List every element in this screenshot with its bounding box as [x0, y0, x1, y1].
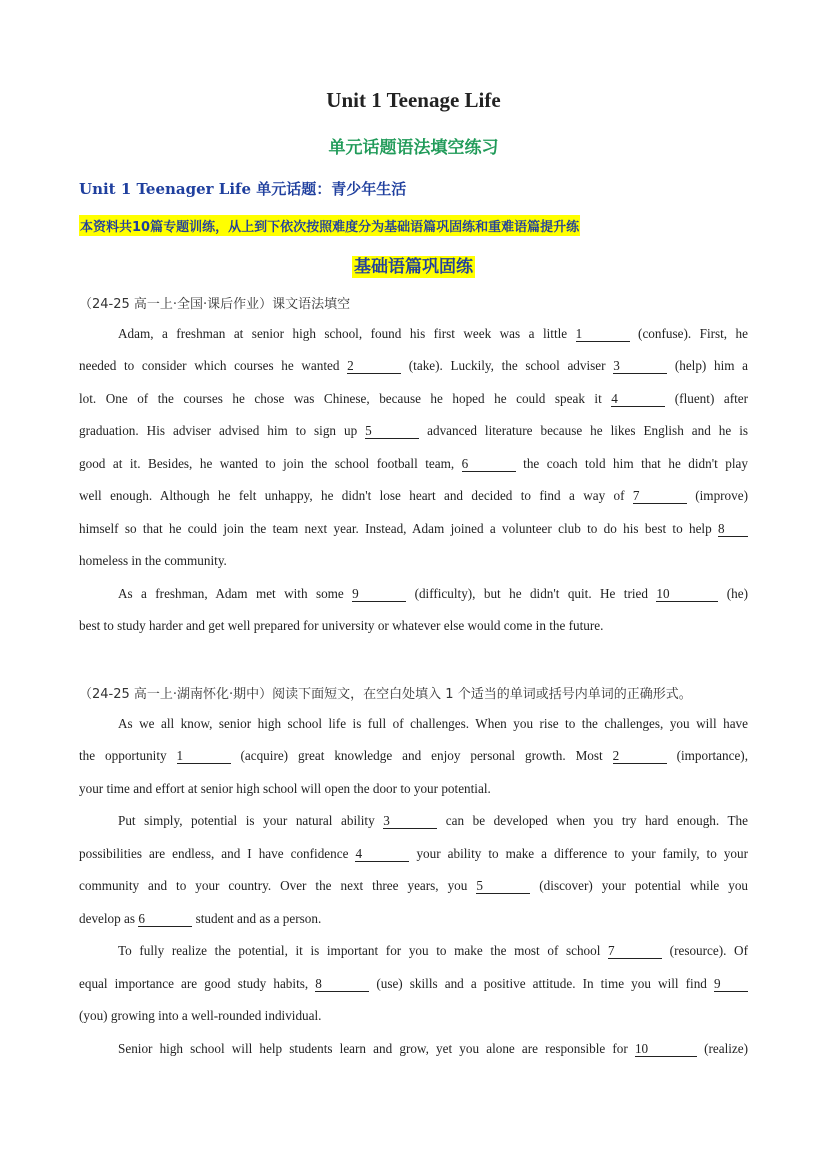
blank-3: 3: [383, 813, 437, 829]
passage2-line: the opportunity 1 (acquire) great knowledge and enjoy personal growth. Most 2 (importance),: [79, 748, 748, 763]
blank-8: 8: [315, 976, 369, 992]
blank-5: 5: [365, 423, 419, 439]
section-heading: [0, 252, 827, 277]
passage1-line: graduation. His adviser advised him to sign up 5 advanced literature because he likes English and he is: [79, 423, 749, 438]
passage2-line: Put simply, potential is your natural ability 3 can be developed when you try hard enough. The: [118, 813, 749, 828]
unit-topic: Unit 1 Teenager Life 单元话题：青少年生活: [79, 180, 407, 198]
blank-7: 7: [633, 488, 687, 504]
passage1-line: homeless in the community.: [79, 553, 227, 568]
passage1-line: needed to consider which courses he wanted 2 (take). Luckily, the school adviser 3 (help) him a: [79, 358, 748, 373]
passage1-line: well enough. Although he felt unhappy, he didn't lose heart and decided to find a way of 7 (improve): [79, 488, 748, 503]
passage2-line: community and to your country. Over the next three years, you 5 (discover) your potential while you: [79, 878, 749, 893]
passage2-line: your time and effort at senior high school will open the door to your potential.: [79, 781, 491, 796]
passage1-line: good at it. Besides, he wanted to join the school football team, 6 the coach told him that he didn't play: [79, 456, 748, 471]
passage1-line: best to study harder and get well prepared for university or whatever else would come in the future.: [79, 618, 604, 633]
passage2-line: equal importance are good study habits, 8 (use) skills and a positive attitude. In time you will find 9: [79, 975, 748, 993]
page-title: Unit 1 Teenage Life: [326, 88, 501, 112]
passage2-line: As we all know, senior high school life is full of challenges. When you rise to the challenges, you will have: [118, 716, 748, 731]
passage2-source: （24-25 高一上·湖南怀化·期中）阅读下面短文，在空白处填入 1 个适当的单词或括号内单词的正确形式。: [79, 687, 692, 702]
page-subtitle: 单元话题语法填空练习: [328, 138, 499, 158]
blank-3: 3: [613, 358, 667, 374]
section-heading-text: 基础语篇巩固练: [354, 257, 473, 277]
blank-2: 2: [613, 748, 667, 764]
blank-1: 1: [177, 748, 231, 764]
blank-4: 4: [611, 391, 665, 407]
blank-6: 6: [462, 456, 516, 472]
blank-4: 4: [355, 846, 409, 862]
passage1-source: （24-25 高一上·全国·课后作业）课文语法填空: [79, 297, 351, 312]
blank-8: 8: [718, 521, 748, 537]
blank-2: 2: [347, 358, 401, 374]
blank-7: 7: [608, 943, 662, 959]
passage2-line: (you) growing into a well-rounded individual.: [79, 1008, 322, 1023]
passage2-line: To fully realize the potential, it is important for you to make the most of school 7 (resource). Of: [118, 943, 748, 958]
blank-6: 6: [138, 911, 192, 927]
highlight-note: 本资料共10篇专题训练，从上到下依次按照难度分为基础语篇巩固练和重难语篇提升练: [79, 215, 580, 236]
blank-1: 1: [576, 326, 630, 342]
blank-9: 9: [714, 976, 748, 992]
passage2-line: develop as 6 student and as a person.: [79, 911, 322, 926]
passage1-line: lot. One of the courses he chose was Chinese, because he hoped he could speak it 4 (fluent) after: [79, 391, 748, 406]
blank-9: 9: [352, 586, 406, 602]
passage2-line: Senior high school will help students learn and grow, yet you alone are responsible for 10 (realize): [118, 1041, 749, 1056]
blank-5: 5: [476, 878, 530, 894]
blank-10: 10: [635, 1041, 697, 1057]
passage1-line: As a freshman, Adam met with some 9 (difficulty), but he didn't quit. He tried 10 (he): [118, 586, 748, 601]
passage1-line: himself so that he could join the team next year. Instead, Adam joined a volunteer club to do his best to help 8: [79, 520, 748, 538]
passage1-line: Adam, a freshman at senior high school, found his first week was a little 1 (confuse). First, he: [118, 326, 748, 341]
blank-10: 10: [656, 586, 718, 602]
passage2-line: possibilities are endless, and I have confidence 4 your ability to make a difference to your family, to your: [79, 846, 748, 861]
